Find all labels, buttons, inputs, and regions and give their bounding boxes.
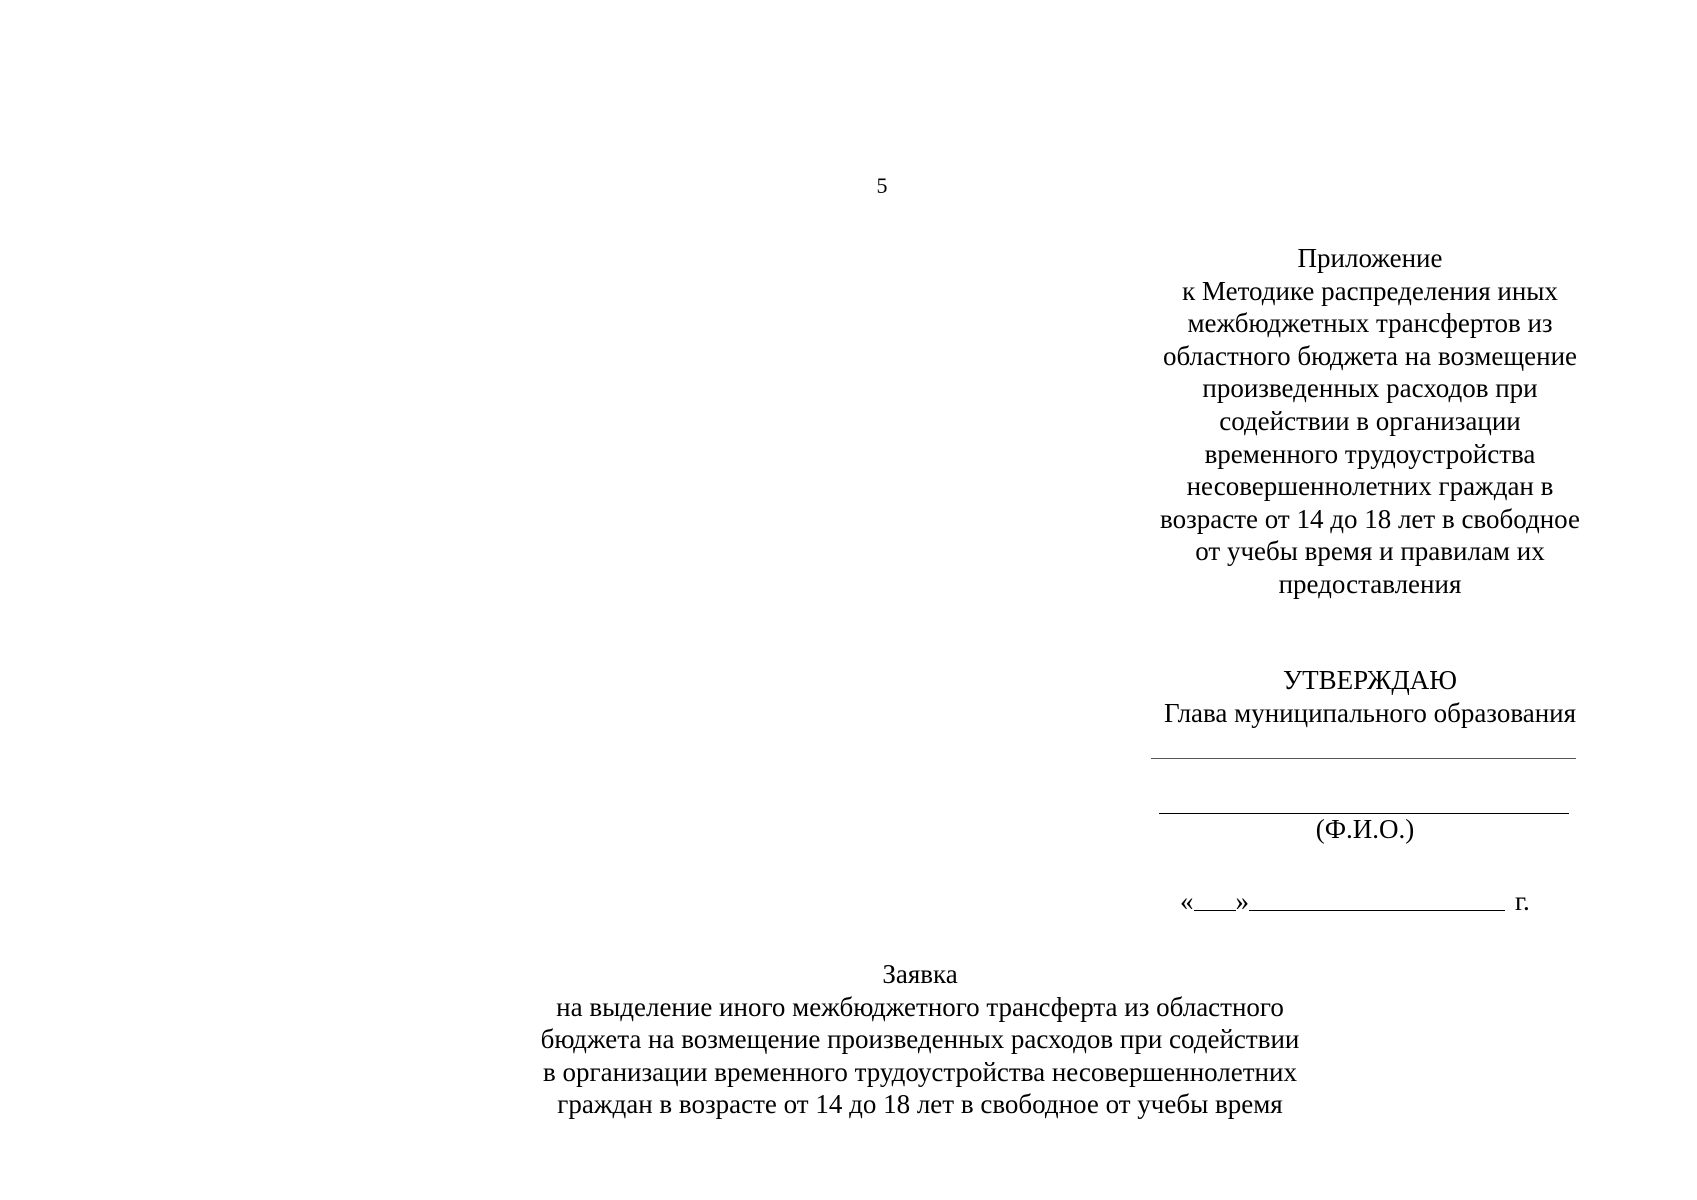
request-line: на выделение иного межбюджетного трансферта из областного: [556, 991, 1284, 1022]
request-line: в организации временного трудоустройства несовершеннолетних: [543, 1056, 1297, 1087]
request-line: бюджета на возмещение произведенных расходов при содействии: [540, 1024, 1300, 1055]
approval-title: УТВЕРЖДАЮ: [1282, 665, 1458, 695]
request-block: [470, 958, 1370, 1121]
date-month-blank: [1249, 884, 1505, 911]
appendix-line: предоставления: [1278, 568, 1462, 599]
date-quote-close: »: [1235, 886, 1249, 916]
date-day-blank: [1194, 884, 1236, 911]
appendix-block: [1140, 242, 1600, 601]
approval-block: [1140, 664, 1600, 730]
appendix-line: несовершеннолетних граждан в: [1186, 471, 1554, 502]
appendix-line: областного бюджета на возмещение: [1162, 340, 1578, 371]
appendix-line: содействии в организации: [1219, 405, 1521, 436]
fio-caption: (Ф.И.О.): [1315, 814, 1415, 844]
date-year-suffix: г.: [1515, 886, 1530, 916]
approval-date: [1180, 884, 1560, 918]
appendix-line: временного трудоустройства: [1204, 438, 1536, 469]
appendix-line: к Методике распределения иных: [1182, 275, 1558, 306]
appendix-line: произведенных расходов при: [1202, 373, 1538, 404]
request-title: Заявка: [882, 959, 958, 989]
appendix-line: от учебы время и правилам их: [1195, 536, 1545, 567]
page-number: 5: [876, 173, 888, 198]
signature-line: [1151, 758, 1576, 759]
date-quote-open: «: [1180, 886, 1194, 916]
appendix-line: межбюджетных трансфертов из: [1187, 308, 1553, 339]
request-line: граждан в возрасте от 14 до 18 лет в свободное от учебы время: [557, 1089, 1283, 1120]
appendix-heading: Приложение: [1297, 243, 1443, 273]
appendix-line: возрасте от 14 до 18 лет в свободное: [1160, 503, 1580, 534]
approval-position: Глава муниципального образования: [1163, 698, 1577, 728]
